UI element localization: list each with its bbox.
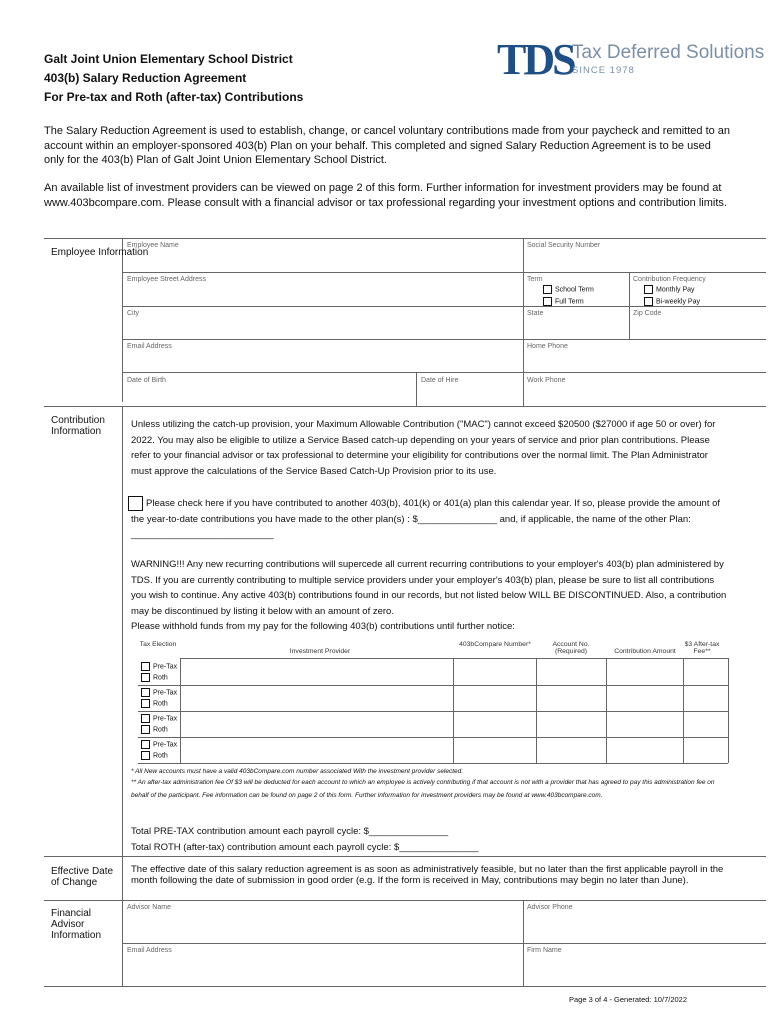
firm-name-field[interactable]: Firm Name <box>527 947 562 954</box>
frequency-label: Contribution Frequency <box>633 276 706 283</box>
checkbox-icon[interactable] <box>644 285 653 294</box>
withhold-instruction: Please withhold funds from my pay for the following 403(b) contributions until further notice: <box>131 621 515 632</box>
intro-paragraph-1: The Salary Reduction Agreement is used to establish, change, or cancel voluntary contributions made from your paycheck and remitted to an account within an employer-sponsored 403(b) Plan on your behalf. This completed and signed Salary Reduction Agreement is to be used only for the 403(b) Plan of Galt Joint Union Elementary School District. <box>44 125 731 166</box>
col-investment-provider: Investment Provider <box>289 648 351 655</box>
total-roth-line: Total ROTH (after-tax) contribution amount each payroll cycle: $_______________ <box>131 842 479 853</box>
checkbox-icon[interactable] <box>141 751 150 760</box>
checkbox-icon[interactable] <box>141 673 150 682</box>
col-contribution-amount: Contribution Amount <box>614 648 676 655</box>
page-footer: Page 3 of 4 - Generated: 10/7/2022 <box>569 995 688 1004</box>
checkbox-icon[interactable] <box>141 740 150 749</box>
employee-name-field[interactable]: Employee Name <box>127 242 179 249</box>
row3-pretax-option[interactable]: Pre-Tax <box>141 714 177 724</box>
row1-roth-option[interactable]: Roth <box>141 673 168 683</box>
row4-pretax-option[interactable]: Pre-Tax <box>141 740 177 750</box>
district-title: Galt Joint Union Elementary School District <box>44 52 293 66</box>
row1-pretax-option[interactable]: Pre-Tax <box>141 662 177 672</box>
other-plan-paragraph: Please check here if you have contributed to another 403(b), 401(k) or 401(a) plan this calendar year. If so, please provide the amount of the year-to-date contributions you have made to the other plan(s) : $_______________ and, if applicable, the name of the other Plan: ___________________________ <box>131 498 721 540</box>
checkbox-icon[interactable] <box>644 297 653 306</box>
col-account-no: Account No. (Required) <box>552 641 590 655</box>
advisor-name-field[interactable]: Advisor Name <box>127 904 171 911</box>
checkbox-icon[interactable] <box>543 297 552 306</box>
total-pretax-line: Total PRE-TAX contribution amount each payroll cycle: $_______________ <box>131 826 449 837</box>
checkbox-icon[interactable] <box>141 688 150 697</box>
ssn-field[interactable]: Social Security Number <box>527 242 601 249</box>
advisor-section-label: Financial Advisor Information <box>51 908 102 941</box>
home-phone-field[interactable]: Home Phone <box>527 343 568 350</box>
form-title: 403(b) Salary Reduction Agreement <box>44 71 247 85</box>
checkbox-icon[interactable] <box>141 662 150 671</box>
employee-section-label: Employee Information <box>51 247 149 258</box>
checkbox-icon[interactable] <box>141 714 150 723</box>
mac-paragraph: Unless utilizing the catch-up provision, your Maximum Allowable Contribution ("MAC") cannot exceed $20500 ($27000 if age 50 or over) for 2022. You may also be eligible to utilize a Service Based catch-up depending on your years of service and prior plan contributions. Please refer to your financial advisor or tax professional to determine your eligibility for contributions over the normal limit. The Plan Administrator must approve the calculations of the Service Based Catch-Up Provision prior to its use. <box>131 419 716 477</box>
advisor-email-field[interactable]: Email Address <box>127 947 172 954</box>
zip-field[interactable]: Zip Code <box>633 310 662 317</box>
logo-company-name: Tax Deferred Solutions <box>572 42 765 63</box>
form-subtitle: For Pre-tax and Roth (after-tax) Contributions <box>44 90 304 104</box>
frequency-monthly-option[interactable]: Monthly Pay <box>644 285 695 295</box>
contribution-section-label: Contribution Information <box>51 415 105 437</box>
checkbox-icon[interactable] <box>141 699 150 708</box>
term-full-option[interactable]: Full Term <box>543 297 584 307</box>
doh-field[interactable]: Date of Hire <box>421 377 459 384</box>
note-403bcompare: * All New accounts must have a valid 403bCompare.com number associated With the investment provider selected. <box>131 768 464 775</box>
dob-field[interactable]: Date of Birth <box>127 377 166 384</box>
checkbox-icon[interactable] <box>141 725 150 734</box>
note-admin-fee: ** An after-tax administration fee Of $3 will be deducted for each account to which an employee is actively contributing if that account is not with a provider that has agreed to pay this administration fee on behalf of the participant. Fee information can be found on page 2 of this form. Further information for investment providers may be found at www.403bcompare.com. <box>131 779 715 799</box>
tds-logo-mark: TDS <box>497 35 574 84</box>
row3-roth-option[interactable]: Roth <box>141 725 168 735</box>
advisor-phone-field[interactable]: Advisor Phone <box>527 904 573 911</box>
warning-paragraph: WARNING!!! Any new recurring contributions will supercede all current recurring contributions to your employer's 403(b) plan administered by TDS. If you are currently contributing to multiple service providers under your employer's 403(b) plan, please be sure to list all contributions you wish to continue. Any active 403(b) contributions found in our records, but not listed below WILL BE DISCONTINUED. Also, a contribution may be discontinued by listing it below with an amount of zero. <box>131 559 727 617</box>
work-phone-field[interactable]: Work Phone <box>527 377 566 384</box>
checkbox-icon[interactable] <box>543 285 552 294</box>
email-field[interactable]: Email Address <box>127 343 172 350</box>
col-after-tax-fee: $3 After-tax Fee** <box>684 641 720 655</box>
term-label: Term <box>527 276 543 283</box>
col-403bcompare: 403bCompare Number* <box>459 641 531 648</box>
effective-date-text: The effective date of this salary reduction agreement is as soon as administratively feasible, but no later than the first applicable payroll in the month following the date of submission in good order (e.g. If the form is received in May, contributions may begin no later than June). <box>131 864 724 886</box>
state-field[interactable]: State <box>527 310 544 317</box>
row2-roth-option[interactable]: Roth <box>141 699 168 709</box>
effective-section-label: Effective Date of Change <box>51 866 114 888</box>
frequency-biweekly-option[interactable]: Bi-weekly Pay <box>644 297 700 307</box>
street-address-field[interactable]: Employee Street Address <box>127 276 206 283</box>
city-field[interactable]: City <box>127 310 140 317</box>
intro-paragraph-2: An available list of investment providers can be viewed on page 2 of this form. Further information for investment providers may be found at www.403bcompare.com. Please consult with a financial advisor or tax professional regarding your investment options and contribution limits. <box>44 182 727 209</box>
col-tax-election: Tax Election <box>139 641 177 648</box>
term-school-option[interactable]: School Term <box>543 285 594 295</box>
row4-roth-option[interactable]: Roth <box>141 751 168 761</box>
logo-since: SINCE 1978 <box>572 65 635 76</box>
row2-pretax-option[interactable]: Pre-Tax <box>141 688 177 698</box>
